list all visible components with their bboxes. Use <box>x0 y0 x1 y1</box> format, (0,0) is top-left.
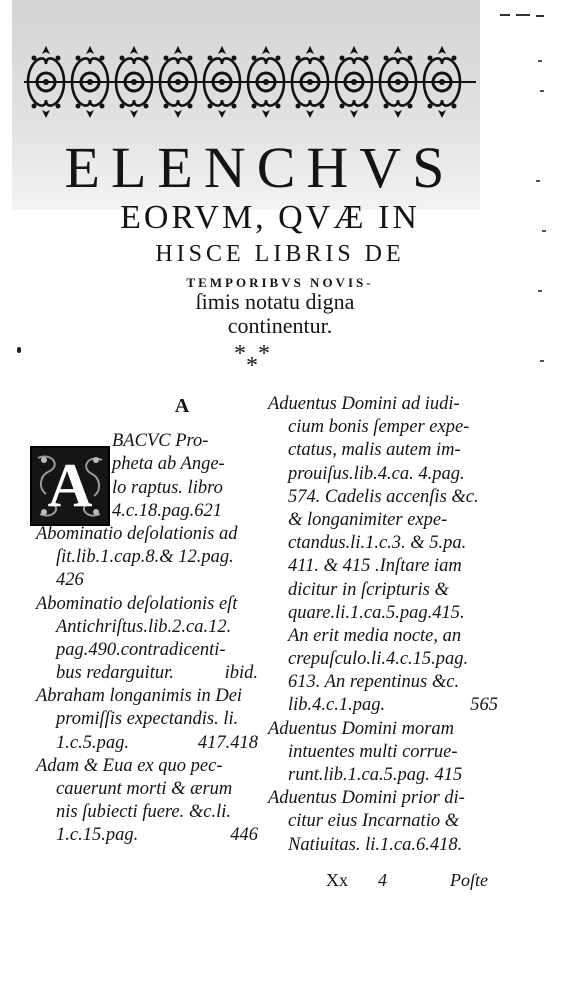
entry-line: & longanimiter expe- <box>288 509 448 530</box>
entry-line: pheta ab Ange- <box>112 454 225 475</box>
entry-line: pag.490.contradicenti- <box>56 639 226 660</box>
entry-line: nis ſubiecti fuere. &c.li. <box>56 802 232 823</box>
signature-mark: Xx <box>326 870 348 890</box>
entry-line: An erit media nocte, an <box>288 625 462 646</box>
entry-line: 411. & 415 .Inſtare iam <box>288 556 462 577</box>
entry-line: prouiſus.lib.4.ca. 4.pag. <box>288 463 465 484</box>
entry-line: Abominatio deſolationis eſt <box>36 593 238 614</box>
entry-line: promiſſis expectandis. li. <box>56 709 239 730</box>
entry-line: ctatus, malis autem im- <box>288 440 461 461</box>
entry-line <box>268 694 498 717</box>
entry-line <box>36 662 258 685</box>
index-column-right <box>268 393 498 857</box>
entry-line: runt.lib.1.ca.5.pag. 415 <box>288 765 463 785</box>
entry-line: citur eius Incarnatio & <box>288 811 460 832</box>
entry-page-ref: 417.418 <box>197 732 258 753</box>
asterism-star: * <box>234 341 246 367</box>
catchword: Poſte <box>450 870 488 890</box>
entry-line: BACVC Pro- <box>112 431 209 452</box>
section-letter: A <box>174 395 190 417</box>
ornamental-headpiece <box>24 42 476 122</box>
title-line-2: EORVM, QVÆ IN <box>120 199 420 236</box>
edge-ink-marks <box>480 0 560 50</box>
entry-line: ctandus.li.1.c.3. & 5.pa. <box>288 533 467 554</box>
entry-page-ref: 446 <box>230 825 258 846</box>
title-line-6: continentur. <box>227 313 333 338</box>
entry-text: lib.4.c.1.pag. <box>288 695 386 716</box>
entry-line: dicitur in ſcripturis & <box>288 579 449 600</box>
entry-line: Abraham longanimis in Dei <box>36 686 243 707</box>
entry-line: 426 <box>56 570 84 591</box>
entry-page-ref: 565 <box>470 695 498 716</box>
entry-line: Natiuitas. li.1.ca.6.418. <box>288 834 463 855</box>
entry-line: Abominatio deſolationis ad <box>36 523 238 544</box>
title-line-5: ſimis notatu digna <box>195 289 355 314</box>
margin-ink-specks <box>534 60 554 420</box>
title-line-3: HISCE LIBRIS DE <box>155 241 405 267</box>
entry-line: 4.c.18.pag.621 <box>112 500 222 521</box>
entry-line <box>36 732 258 755</box>
entry-line: Adam & Eua ex quo pec- <box>36 755 223 776</box>
entry-line: Aduentus Domini moram <box>268 718 455 739</box>
entry-text: bus redarguitur. <box>56 663 174 684</box>
title-line-1: ELENCHVS <box>64 135 456 200</box>
entry-line: ſit.lib.1.cap.8.& 12.pag. <box>56 547 234 568</box>
initial-letter: A <box>47 452 93 520</box>
asterism-star: * <box>258 341 270 367</box>
entry-page-ref: ibid. <box>224 663 258 684</box>
entry-line: cauerunt morti & ærum <box>56 779 233 799</box>
entry-line: Antichriſtus.lib.2.ca.12. <box>56 616 232 637</box>
entry-line: Aduentus Domini prior di- <box>268 788 465 809</box>
asterism <box>230 340 290 379</box>
entry-text: 1.c.15.pag. <box>56 825 139 846</box>
asterism-star: * <box>246 353 258 379</box>
entry-line: cium bonis ſemper expe- <box>288 417 470 438</box>
index-column-left <box>36 395 258 848</box>
title-line-4: TEMPORIBVS NOVIS- <box>186 275 374 290</box>
entry-line: crepuſculo.li.4.c.15.pag. <box>288 649 469 670</box>
margin-dot <box>17 347 21 353</box>
entry-line <box>36 824 258 847</box>
entry-line: intuentes multi corrue- <box>288 741 458 762</box>
entry-line: 574. Cadelis accenſis &c. <box>288 486 479 507</box>
entry-line: quare.li.1.ca.5.pag.415. <box>288 602 465 623</box>
entry-line: lo raptus. libro <box>112 477 223 498</box>
signature-number: 4 <box>378 870 387 890</box>
entry-line: 613. An repentinus &c. <box>288 672 460 693</box>
entry-line: Aduentus Domini ad iudi- <box>268 394 460 414</box>
entry-text: 1.c.5.pag. <box>56 732 129 753</box>
